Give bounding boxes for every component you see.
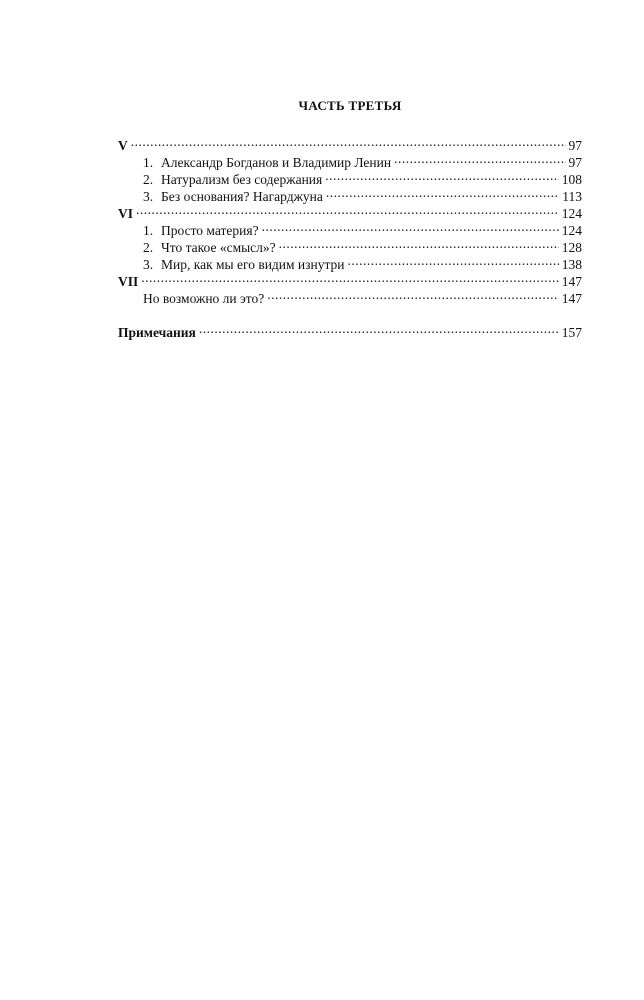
page-number: 124 <box>561 206 582 221</box>
page-number: 147 <box>561 291 582 306</box>
dot-leader <box>279 235 559 252</box>
chapter-title: V <box>118 138 128 153</box>
toc-section[interactable] <box>118 150 582 170</box>
section-title: Без основания? Нагарджуна <box>161 189 323 204</box>
chapter-title: VI <box>118 206 134 221</box>
toc-page <box>118 98 582 340</box>
table-of-contents <box>118 133 582 340</box>
page-number: 157 <box>561 325 582 340</box>
dot-leader <box>199 320 559 337</box>
page-number: 108 <box>561 172 582 187</box>
section-number: 3. <box>143 257 154 272</box>
toc-chapter-v[interactable] <box>118 133 582 153</box>
section-title: Просто материя? <box>161 223 259 238</box>
toc-notes[interactable] <box>118 320 582 340</box>
page-number: 147 <box>561 274 582 289</box>
dot-leader <box>131 133 566 150</box>
dot-leader <box>326 184 559 201</box>
dot-leader <box>262 218 559 235</box>
section-number: 2. <box>143 172 154 187</box>
dot-leader <box>267 286 558 303</box>
section-number: 3. <box>143 189 154 204</box>
page-number: 113 <box>562 189 582 204</box>
toc-section[interactable] <box>118 286 582 306</box>
section-title: Но возможно ли это? <box>143 291 265 306</box>
dot-leader <box>325 167 559 184</box>
page-number: 138 <box>561 257 582 272</box>
section-title: Что такое «смысл»? <box>161 240 276 255</box>
dot-leader <box>394 150 565 167</box>
section-number: 1. <box>143 155 154 170</box>
page-number: 124 <box>561 223 582 238</box>
page-number: 97 <box>568 138 582 153</box>
chapter-title: VII <box>118 274 139 289</box>
toc-chapter-vii[interactable] <box>118 269 582 289</box>
section-title: Александр Богданов и Владимир Ленин <box>161 155 392 170</box>
notes-title: Примечания <box>118 325 196 340</box>
toc-section[interactable] <box>118 218 582 238</box>
toc-chapter-vi[interactable] <box>118 201 582 221</box>
section-number: 2. <box>143 240 154 255</box>
page-number: 128 <box>561 240 582 255</box>
part-heading: ЧАСТЬ ТРЕТЬЯ <box>298 98 402 113</box>
dot-leader <box>348 252 559 269</box>
page-number: 97 <box>568 155 582 170</box>
dot-leader <box>136 201 559 218</box>
section-title: Мир, как мы его видим изнутри <box>161 257 345 272</box>
section-title: Натурализм без содержания <box>161 172 323 187</box>
section-number: 1. <box>143 223 154 238</box>
dot-leader <box>141 269 558 286</box>
